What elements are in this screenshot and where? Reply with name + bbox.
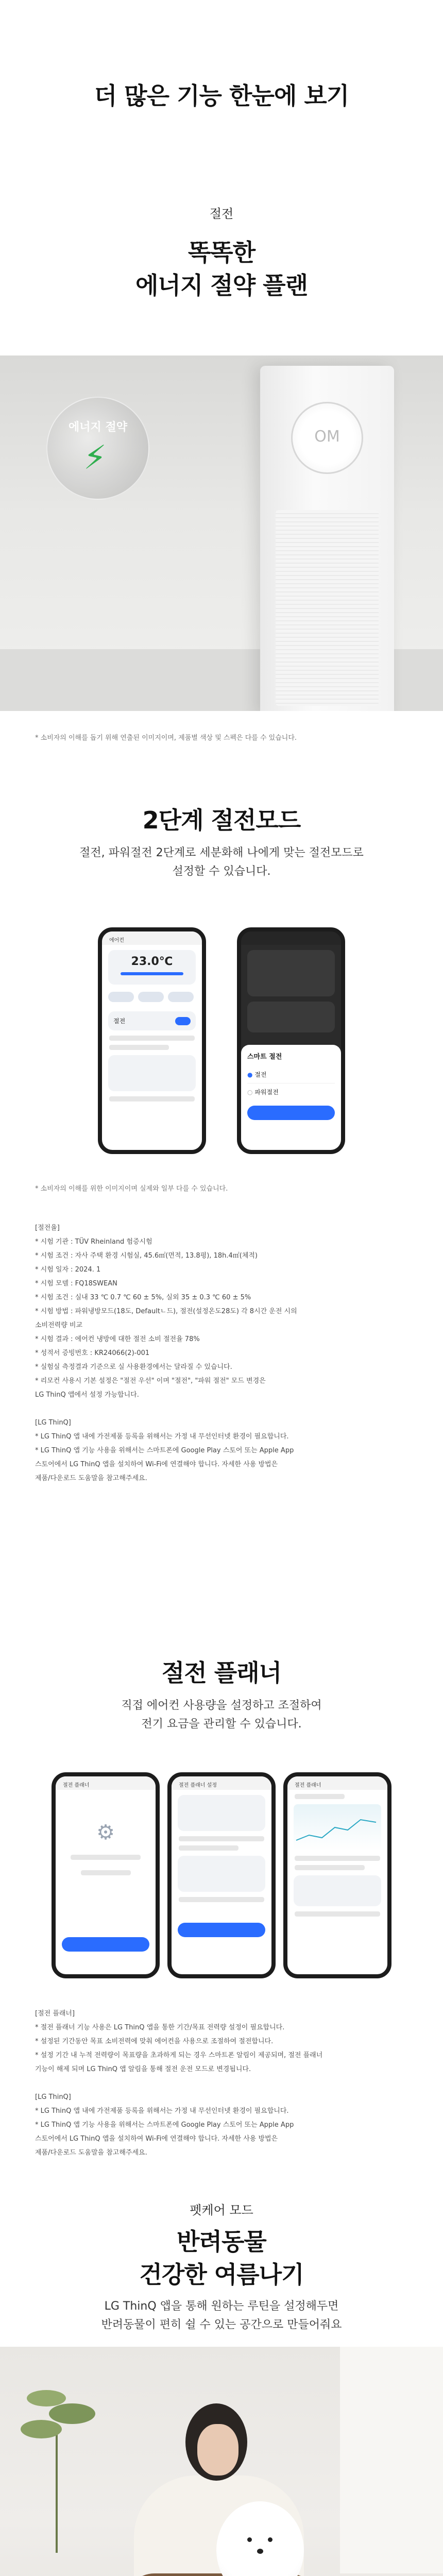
two-step-desc-2: 설정할 수 있습니다. <box>172 865 271 878</box>
energy-hero-image <box>0 355 443 711</box>
dimmed-card <box>247 950 335 996</box>
confirm-button[interactable] <box>247 1106 335 1120</box>
power-saving-toggle-label: 절전 <box>113 1018 126 1025</box>
sheet-title: 스마트 절전 <box>247 1053 282 1061</box>
phone-mockup-control <box>98 927 206 1154</box>
detail-line: * 시험 일자 : 2024. 1 <box>35 1266 101 1274</box>
detail-line: [LG ThinQ] <box>35 1419 71 1427</box>
phone-status-bar: 절전 플래너 <box>56 1776 156 1790</box>
planner-desc-2: 전기 요금을 관리할 수 있습니다. <box>141 1718 302 1731</box>
phone-status-bar <box>241 931 341 945</box>
detail-line: * 시험 모델 : FQ18SWEAN <box>35 1280 117 1287</box>
usage-chart-graphic <box>294 1804 381 1851</box>
detail-line: * 절전 플래너 기능 사용은 LG ThinQ 앱을 통한 기간/목표 전력량 설정이 필요합니다. <box>35 2024 285 2031</box>
dimmed-card <box>247 1002 335 1032</box>
radio-icon: ● <box>247 1071 253 1079</box>
phone-status-bar: 절전 플래너 <box>287 1776 387 1790</box>
mode-pill[interactable] <box>108 992 134 1002</box>
placeholder-line <box>295 1794 345 1799</box>
option-power-max-saving-label: 파워절전 <box>254 1089 279 1096</box>
two-step-header <box>0 804 443 881</box>
summary-card <box>294 1875 381 1906</box>
detail-line: 소비전력량 비교 <box>35 1321 83 1329</box>
placeholder-line <box>295 1856 380 1861</box>
window-light <box>340 2347 443 2573</box>
placeholder-line <box>179 1845 238 1851</box>
detail-line: * 시험 결과 : 에어컨 냉방에 대한 절전 소비 절전율 78% <box>35 1335 200 1343</box>
dog-eye <box>247 2537 252 2542</box>
target-setting-card <box>178 1795 265 1831</box>
detail-line: * 실험실 측정결과 기준으로 실 사용환경에서는 달라질 수 있습니다. <box>35 1363 232 1371</box>
energy-plan-eyebrow: 절전 <box>209 207 234 221</box>
ac-grille <box>276 510 379 706</box>
power-saving-toggle[interactable] <box>175 1017 191 1025</box>
radio-icon: ○ <box>247 1089 253 1096</box>
detail-spacer <box>35 2076 408 2090</box>
placeholder-line <box>109 1045 169 1050</box>
placeholder-line <box>109 1036 195 1041</box>
mode-pill[interactable] <box>138 992 164 1002</box>
option-power-max-saving[interactable] <box>247 1083 335 1100</box>
placeholder-line <box>81 1870 131 1875</box>
lightning-bolt-icon: ⚡ <box>83 439 107 477</box>
placeholder-line <box>295 1911 380 1917</box>
planner-header <box>0 1656 443 1734</box>
option-power-saving-label: 절전 <box>254 1071 267 1079</box>
plant-illustration <box>10 2367 103 2553</box>
placeholder-line <box>109 1096 195 1101</box>
person-face <box>197 2424 238 2476</box>
placeholder-line <box>71 1855 141 1860</box>
detail-line: * LG ThinQ 앱 내에 가전제품 등록을 위해서는 가정 내 무선인터넷 환경이 필요합니다. <box>35 1433 289 1440</box>
detail-line: [절전 플래너] <box>35 2010 75 2018</box>
placeholder-line <box>179 1897 264 1902</box>
detail-line: [절전율] <box>35 1224 60 1232</box>
energy-saving-badge <box>46 397 149 500</box>
phone-status-bar: 절전 플래너 설정 <box>172 1776 271 1790</box>
two-step-note <box>0 1182 443 1196</box>
energy-plan-title-1: 똑똑한 <box>188 239 255 266</box>
petcare-header <box>0 2200 443 2334</box>
phone-status-bar: 에어컨 <box>102 931 202 945</box>
detail-line: 제품/다운로드 도움말을 참고해주세요. <box>35 1475 147 1482</box>
dog-eye <box>268 2537 272 2542</box>
ac-display-text: OM <box>314 428 340 446</box>
detail-line: * 시험 방법 : 파워냉방모드(18도, Defaultㄴ드), 절전(설정온도28도) 각 8시간 운전 시의 <box>35 1308 297 1315</box>
gear-icon: ⚙ <box>96 1821 115 1844</box>
power-saving-bottom-sheet <box>241 1045 341 1150</box>
start-button[interactable] <box>62 1937 149 1952</box>
save-button[interactable] <box>178 1923 265 1937</box>
two-step-title: 2단계 절전모드 <box>142 806 301 834</box>
detail-line: * 성적서 증빙번호 : KR24066(2)-001 <box>35 1349 150 1357</box>
dog-nose <box>257 2549 263 2554</box>
detail-line: * 리모컨 사용시 기본 설정은 "절전 우선" 이며 "절전", "파워 절전" 모드 변경은 <box>35 1377 266 1385</box>
detail-line: 스토어에서 LG ThinQ 앱을 설치하여 Wi-Fi에 연결해야 합니다. 자세한 사용 방법은 <box>35 2135 278 2143</box>
page-title: 더 많은 기능 한눈에 보기 <box>94 82 349 110</box>
info-card <box>108 1055 196 1091</box>
period-setting-card <box>178 1856 265 1892</box>
detail-line: * 설정된 기간동안 목표 소비전력에 맞춰 에어컨을 사용으로 조절하여 절전합니다. <box>35 2038 274 2045</box>
detail-line: * 시험 조건 : 실내 33 ℃ 0.7 ℃ 60 ± 5%, 실외 35 ± 0.3 ℃ 60 ± 5% <box>35 1294 251 1301</box>
two-step-details <box>0 1221 443 1485</box>
planner-title: 절전 플래너 <box>161 1659 282 1687</box>
temperature-readout: 23.0℃ <box>131 955 173 968</box>
phone-mockup-planner-intro <box>52 1772 160 1978</box>
detail-line: * 시험 기관 : TÜV Rheinland 험증시험 <box>35 1238 152 1246</box>
detail-line: 스토어에서 LG ThinQ 앱을 설치하여 Wi-Fi에 연결해야 합니다. 자세한 사용 방법은 <box>35 1461 278 1468</box>
energy-plan-header <box>0 204 443 302</box>
energy-badge-label: 에너지 절약 <box>69 421 127 434</box>
two-step-desc-1: 절전, 파워절전 2단계로 세분화해 나에게 맞는 절전모드로 <box>79 846 364 859</box>
option-power-saving[interactable] <box>247 1066 335 1083</box>
detail-line: * LG ThinQ 앱 기능 사용을 위해서는 스마트폰에 Google Play 스토어 또는 Apple App <box>35 1447 294 1454</box>
planner-details <box>0 2007 443 2160</box>
detail-line: * 시험 조건 : 자사 주택 환경 시험실, 45.6㎡(면적, 13.8평), 18h.4㎡(체적) <box>35 1252 258 1260</box>
phone-mockup-planner-settings <box>167 1772 276 1978</box>
two-step-disclaimer: * 소비자의 이해를 위한 이미지이며 실제와 일부 다를 수 있습니다. <box>35 1185 228 1193</box>
planner-screens <box>0 1772 443 1989</box>
petcare-title-1: 반려동물 <box>177 2228 266 2256</box>
energy-plan-note: * 소비자의 이해를 돕기 위해 연출된 이미지이며, 제품별 색상 및 스펙은 다를 수 있습니다. <box>35 734 297 742</box>
phone-mockup-mode-sheet <box>237 927 345 1154</box>
detail-line: 제품/다운로드 도움말을 참고해주세요. <box>35 2149 147 2157</box>
detail-line: * 설정 기간 내 누적 전력량이 목표량을 초과하게 되는 경우 스마트폰 알림이 제공되며, 절전 플래너 <box>35 2052 323 2059</box>
mode-pill-row <box>102 990 202 1006</box>
two-step-screens <box>0 927 443 1170</box>
energy-plan-title-2: 에너지 절약 플랜 <box>135 272 308 299</box>
detail-line: * LG ThinQ 앱 내에 가전제품 등록을 위해서는 가정 내 무선인터넷 환경이 필요합니다. <box>35 2107 289 2115</box>
placeholder-line <box>295 1865 365 1870</box>
temperature-card <box>108 950 196 985</box>
air-conditioner-image <box>260 366 394 711</box>
detail-line: [LG ThinQ] <box>35 2093 71 2101</box>
power-saving-toggle-card <box>108 1011 196 1030</box>
mode-pill[interactable] <box>168 992 194 1002</box>
detail-spacer <box>35 1402 408 1416</box>
planner-desc-1: 직접 에어컨 사용량을 설정하고 조절하여 <box>121 1699 322 1712</box>
temperature-slider[interactable] <box>121 972 183 975</box>
detail-line: LG ThinQ 앱에서 설정 가능합니다. <box>35 1391 139 1399</box>
petcare-title-2: 건강한 여름나기 <box>139 2261 304 2289</box>
placeholder-line <box>179 1836 264 1841</box>
petcare-eyebrow: 펫케어 모드 <box>190 2203 253 2217</box>
petcare-hero-image <box>0 2347 443 2576</box>
phone-mockup-planner-chart <box>283 1772 391 1978</box>
detail-line: 기능이 해제 되며 LG ThinQ 앱 알림을 통해 절전 운전 모드로 변경됩니다. <box>35 2065 251 2073</box>
petcare-desc-1: LG ThinQ 앱을 통해 원하는 루틴을 설정해두면 <box>104 2300 339 2313</box>
detail-line: * LG ThinQ 앱 기능 사용을 위해서는 스마트폰에 Google Play 스토어 또는 Apple App <box>35 2121 294 2129</box>
usage-chart <box>294 1804 381 1851</box>
petcare-desc-2: 반려동물이 편히 쉴 수 있는 공간으로 만들어줘요 <box>101 2318 342 2331</box>
